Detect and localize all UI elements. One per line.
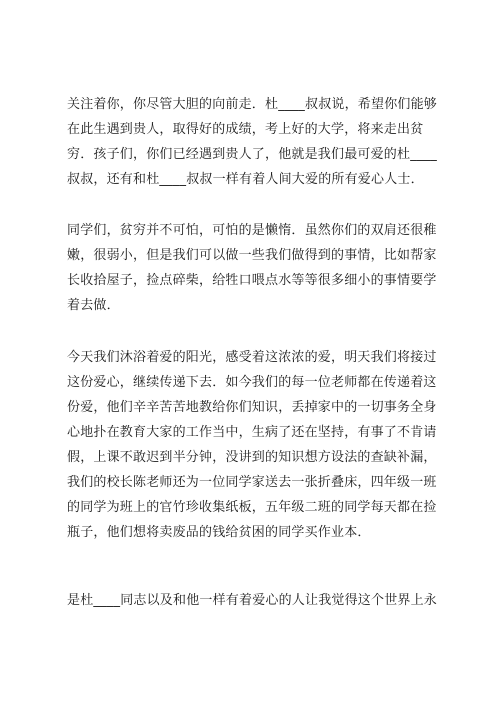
text-line: 今天我们沐浴着爱的阳光，感受着这浓浓的爱，明天我们将接过 (67, 350, 437, 365)
text-line: 心地扑在教育大家的工作当中，生病了还在坚持，有事了不肯请 (67, 425, 437, 440)
text-line: 份爱，他们辛辛苦苦地教给你们知识，丢掉家中的一切事务全身 (67, 400, 437, 415)
text-line: 同学们，贫穷并不可怕，可怕的是懒惰．虽然你们的双肩还很稚 (67, 223, 437, 238)
text-line: 关注着你，你尽管大胆的向前走．杜____叔叔说，希望你们能够 (67, 97, 438, 112)
paragraph-1 (67, 92, 447, 192)
text-line: 在此生遇到贵人，取得好的成绩，考上好的大学，将来走出贫 (67, 122, 424, 137)
text-line: 穷．孩子们，你们已经遇到贵人了，他就是我们最可爱的杜____ (67, 147, 438, 162)
text-line: 的同学为班上的官竹珍收集纸板，五年级二班的同学每天都在捡 (67, 500, 437, 515)
text-line: 这份爱心，继续传递下去．如今我们的每一位老师都在传递着这 (67, 375, 437, 390)
paragraph-3 (67, 345, 447, 545)
text-line: 瓶子，他们想将卖废品的钱给贫困的同学买作业本． (67, 525, 371, 540)
text-line: 嫩，很弱小，但是我们可以做一些我们做得到的事情，比如帮家 (67, 248, 437, 263)
text-line: 长收拾屋子，捡点碎柴，给牲口喂点水等等很多细小的事情要学 (67, 273, 437, 288)
text-line: 假，上课不敢迟到半分钟，没讲到的知识想方设法的查缺补漏， (67, 450, 437, 465)
text-line: 叔叔，还有和杜____叔叔一样有着人间大爱的所有爱心人士． (67, 172, 424, 187)
paragraph-2 (67, 218, 447, 318)
text-line: 着去做． (67, 298, 120, 313)
paragraph-4 (67, 588, 447, 613)
text-line: 是杜____同志以及和他一样有着爱心的人让我觉得这个世界上永 (67, 593, 438, 608)
text-line: 我们的校长陈老师还为一位同学家送去一张折叠床，四年级一班 (67, 475, 437, 490)
